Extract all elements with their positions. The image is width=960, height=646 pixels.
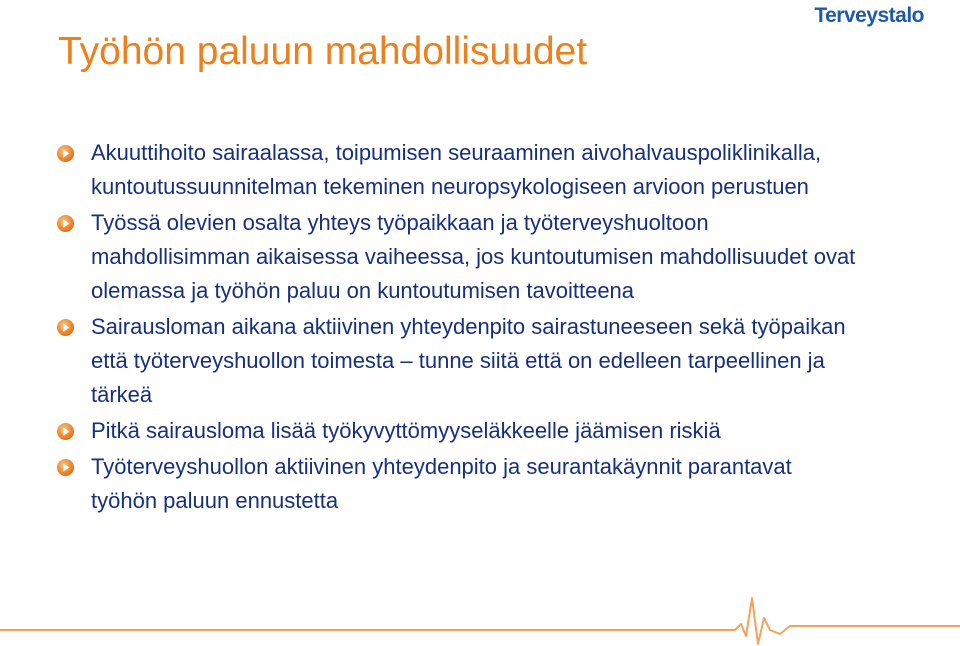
bullet-list	[56, 136, 856, 520]
bullet-item	[56, 414, 856, 448]
bullet-item	[56, 206, 856, 308]
orange-play-circle-icon	[56, 318, 75, 337]
page-title: Työhön paluun mahdollisuudet	[58, 30, 588, 73]
orange-play-circle-icon	[56, 214, 75, 233]
bullet-text: Pitkä sairausloma lisää työkyvyttömyyseläkkeelle jäämisen riskiä	[91, 418, 721, 443]
bullet-item	[56, 310, 856, 412]
bullet-text: Sairausloman aikana aktiivinen yhteydenpito sairastuneeseen sekä työpaikan että työterveyshuollon toimesta – tunne siitä että on edelleen tarpeellinen ja tärkeä	[91, 314, 846, 407]
bullet-text: Työssä olevien osalta yhteys työpaikkaan ja työterveyshuoltoon mahdollisimman aikaisessa vaiheessa, jos kuntoutumisen mahdollisuudet ovat olemassa ja työhön paluu on kuntoutumisen tavoitteena	[91, 210, 856, 303]
heartbeat-line-icon	[0, 590, 960, 646]
orange-play-circle-icon	[56, 422, 75, 441]
orange-play-circle-icon	[56, 144, 75, 163]
bullet-item	[56, 136, 856, 204]
bullet-text: Akuuttihoito sairaalassa, toipumisen seuraaminen aivohalvauspoliklinikalla, kuntoutussuunnitelman tekeminen neuropsykologiseen arvioon perustuen	[91, 140, 822, 199]
terveystalo-logo: Terveystalo	[814, 4, 924, 27]
orange-play-circle-icon	[56, 458, 75, 477]
bullet-text: Työterveyshuollon aktiivinen yhteydenpito ja seurantakäynnit parantavat työhön paluun ennustetta	[91, 454, 792, 513]
bullet-item	[56, 450, 856, 518]
